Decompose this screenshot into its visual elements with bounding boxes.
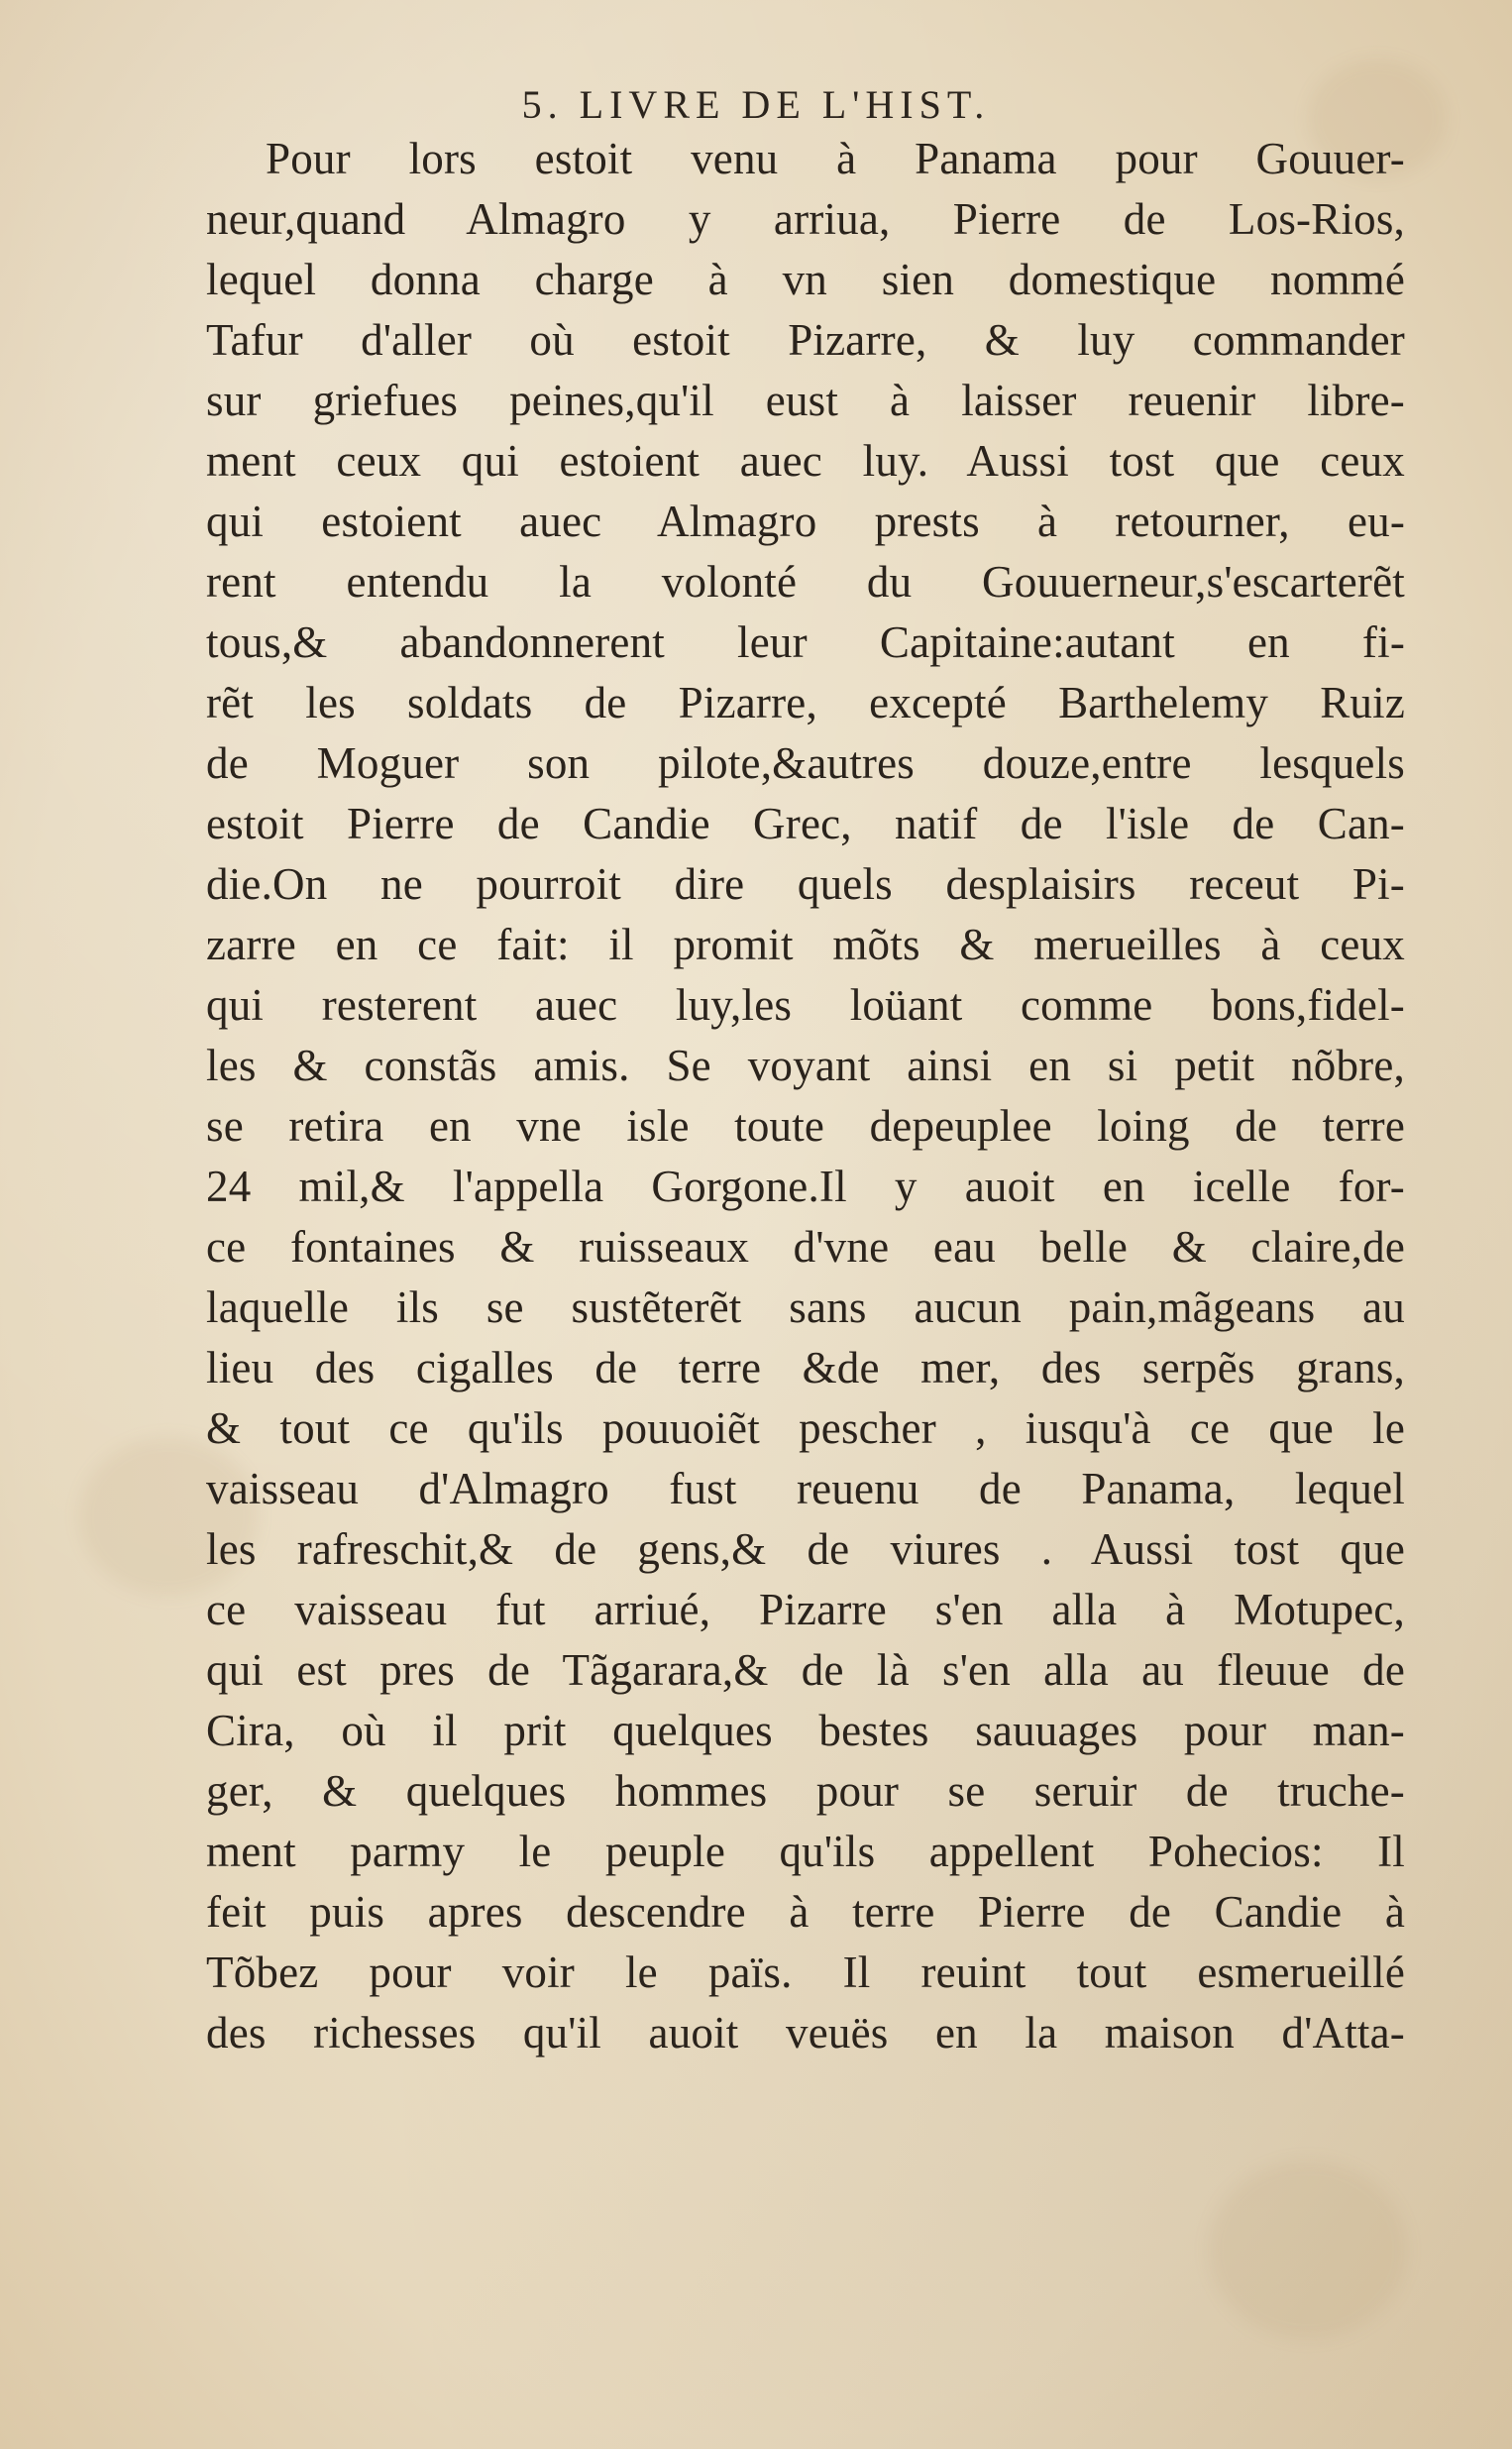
text-line: qui est pres de Tãgarara,& de là s'en alla au fleuue de (206, 1645, 1405, 1695)
text-line: Cira, où il prit quelques bestes sauuages pour man- (206, 1706, 1405, 1755)
text-line: ce vaisseau fut arriué, Pizarre s'en alla à Motupec, (206, 1585, 1405, 1634)
text-line: zarre en ce fait: il promit mõts & merueilles à ceux (206, 920, 1405, 969)
text-line: tous,& abandonnerent leur Capitaine:autant en fi- (206, 617, 1405, 667)
text-line: ment ceux qui estoient auec luy. Aussi tost que ceux (206, 436, 1405, 486)
text-line: rẽt les soldats de Pizarre, excepté Barthelemy Ruiz (206, 678, 1405, 727)
text-line: Pour lors estoit venu à Panama pour Gouuer- (266, 134, 1405, 183)
text-line: Tafur d'aller où estoit Pizarre, & luy commander (206, 315, 1405, 365)
text-line: estoit Pierre de Candie Grec, natif de l'isle de Can- (206, 799, 1405, 848)
text-line: se retira en vne isle toute depeuplee loing de terre (206, 1101, 1405, 1151)
body-text (206, 129, 1405, 2063)
text-line: & tout ce qu'ils pouuoiẽt pescher , iusqu'à ce que le (206, 1403, 1405, 1453)
text-line: les & constãs amis. Se voyant ainsi en si petit nõbre, (206, 1041, 1405, 1090)
text-line: laquelle ils se sustẽterẽt sans aucun pain,mãgeans au (206, 1282, 1405, 1332)
text-line: ce fontaines & ruisseaux d'vne eau belle & claire,de (206, 1222, 1405, 1272)
running-head: 5. LIVRE DE L'HIST. (521, 82, 991, 127)
text-line: rent entendu la volonté du Gouuerneur,s'escarterẽt (206, 557, 1405, 607)
text-line: qui resterent auec luy,les loüant comme bons,fidel- (206, 980, 1405, 1030)
text-line: ment parmy le peuple qu'ils appellent Pohecios: Il (206, 1827, 1405, 1876)
text-line: des richesses qu'il auoit veuës en la maison d'Atta- (206, 2008, 1405, 2058)
text-line: lequel donna charge à vn sien domestique nommé (206, 255, 1405, 304)
text-line: 24 mil,& l'appella Gorgone.Il y auoit en icelle for- (206, 1162, 1405, 1211)
text-line: neur,quand Almagro y arriua, Pierre de Los-Rios, (206, 194, 1405, 244)
text-line: qui estoient auec Almagro prests à retourner, eu- (206, 497, 1405, 546)
text-line: sur griefues peines,qu'il eust à laisser reuenir libre- (206, 376, 1405, 425)
text-line: les rafreschit,& de gens,& de viures . Aussi tost que (206, 1524, 1405, 1574)
text-line: de Moguer son pilote,&autres douze,entre lesquels (206, 738, 1405, 788)
paper-stain (1209, 2161, 1407, 2339)
text-line: lieu des cigalles de terre &de mer, des serpẽs grans, (206, 1343, 1405, 1392)
text-line: ger, & quelques hommes pour se seruir de truche- (206, 1766, 1405, 1816)
text-line: vaisseau d'Almagro fust reuenu de Panama, lequel (206, 1464, 1405, 1513)
text-line: die.On ne pourroit dire quels desplaisirs receut Pi- (206, 859, 1405, 909)
text-line: feit puis apres descendre à terre Pierre de Candie à (206, 1887, 1405, 1937)
text-line: Tõbez pour voir le païs. Il reuint tout esmerueillé (206, 1948, 1405, 1997)
